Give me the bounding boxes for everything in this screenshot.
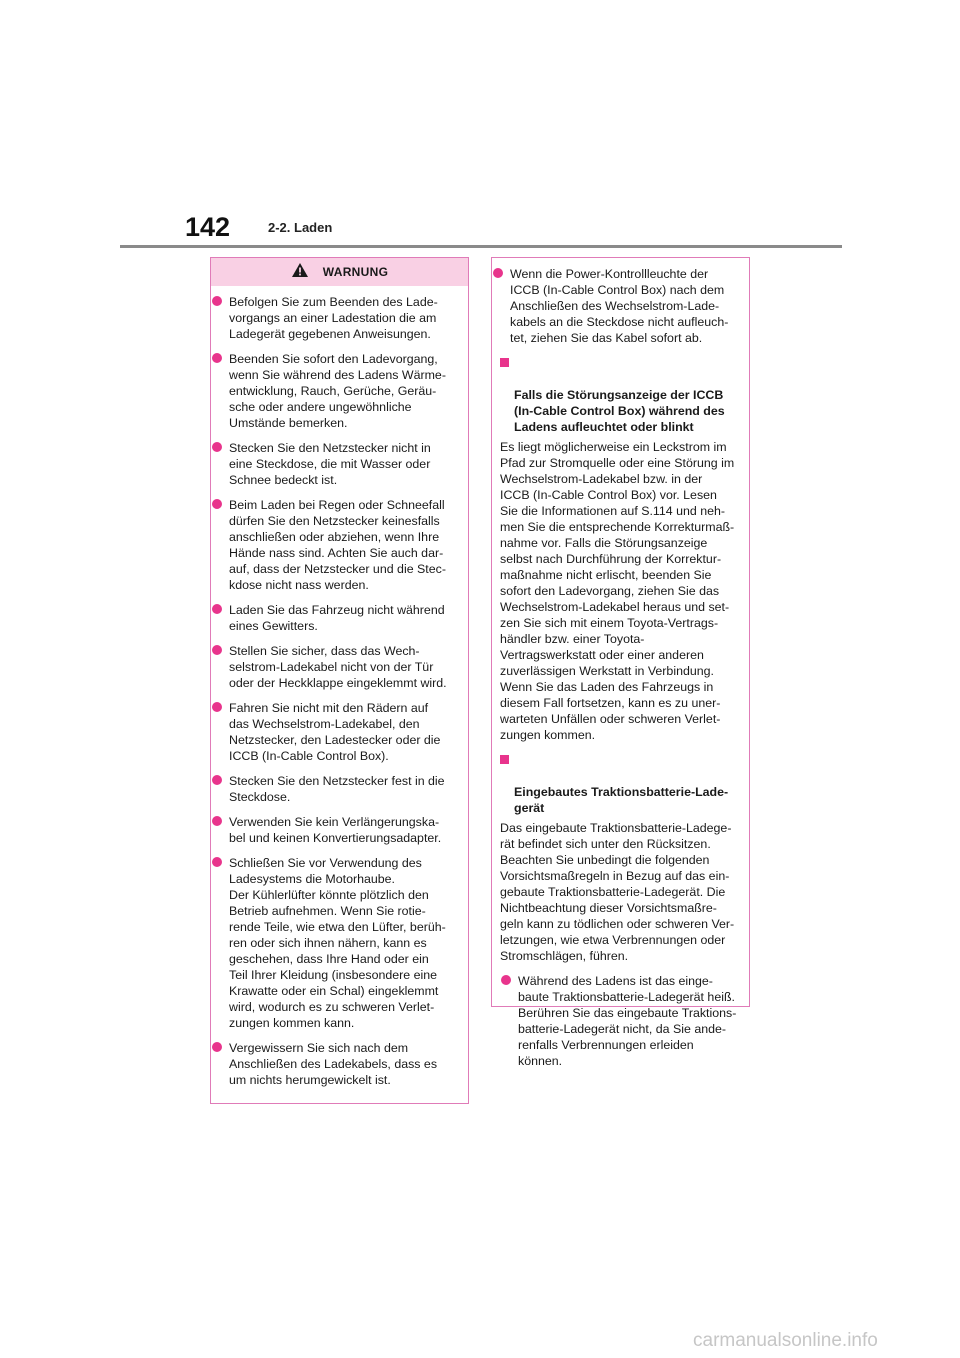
section-heading bbox=[500, 752, 737, 816]
warning-item-text: Fahren Sie nicht mit den Rädern auf das Wechselstrom-Ladekabel, den Netzstecker, den Ladestecker oder die ICCB (In-Cable Control Box). bbox=[229, 701, 441, 763]
bullet-text: Wenn die Power-Kontrollleuchte der ICCB (In-Cable Control Box) nach dem Anschließen des Wechselstrom-Lade- kabels an die Steckdose nicht aufleuch- tet, ziehen Sie das Kabel sofort ab. bbox=[510, 267, 729, 345]
warning-item bbox=[219, 700, 456, 764]
section-heading-text: Falls die Störungsanzeige der ICCB (In-Cable Control Box) während des Ladens aufleuchtet oder blinkt bbox=[514, 388, 725, 434]
warning-item bbox=[219, 643, 456, 691]
bullet-icon bbox=[212, 499, 222, 509]
bullet-icon bbox=[212, 1042, 222, 1052]
warning-triangle-icon bbox=[291, 262, 309, 282]
bullet-icon bbox=[212, 296, 222, 306]
warning-item-text: Verwenden Sie kein Verlängerungska- bel und keinen Konvertierungsadapter. bbox=[229, 815, 442, 845]
section-heading-text: Eingebautes Traktionsbatterie-Lade- gerät bbox=[514, 785, 729, 815]
warning-item bbox=[219, 855, 456, 1031]
bullet-icon bbox=[212, 645, 222, 655]
section-title: 2-2. Laden bbox=[268, 220, 333, 235]
warning-box bbox=[210, 257, 469, 1104]
watermark: carmanualsonline.info bbox=[693, 1330, 878, 1351]
bullet-text: Während des Ladens ist das einge- baute Traktionsbatterie-Ladegerät heiß. Berühren Sie das eingebaute Traktions- batterie-Ladegerät nicht, da Sie ande- renfalls Verbrennungen erleiden können. bbox=[518, 974, 737, 1068]
section-heading bbox=[500, 355, 737, 435]
list-item bbox=[508, 973, 737, 1069]
warning-item bbox=[219, 497, 456, 593]
info-box bbox=[491, 257, 750, 1068]
bullet-icon bbox=[212, 857, 222, 867]
header-rule bbox=[120, 245, 842, 248]
warning-item-text: Stecken Sie den Netzstecker fest in die Steckdose. bbox=[229, 774, 445, 804]
bullet-icon bbox=[212, 442, 222, 452]
bullet-icon bbox=[212, 604, 222, 614]
warning-item bbox=[219, 440, 456, 488]
warning-item bbox=[219, 294, 456, 342]
bullet-icon bbox=[501, 975, 511, 985]
warning-item bbox=[219, 773, 456, 805]
paragraph: Das eingebaute Traktionsbatterie-Ladege- rät befindet sich unter den Rücksitzen. Beachten Sie unbedingt die folgenden Vorsichtsmaßregeln in Bezug auf das ein- gebaute Traktionsbatterie-Ladegerät. Die Nichtbeachtung dieser Vorsichtsmaßre- geln kann zu tödlichen oder schweren Ver- letzungen, wie etwa Verbrennungen oder Stromschlägen, führen. bbox=[500, 821, 735, 963]
page-number: 142 bbox=[185, 212, 231, 242]
warning-item-text: Stecken Sie den Netzstecker nicht in eine Steckdose, die mit Wasser oder Schnee bedeckt ist. bbox=[229, 441, 431, 487]
bullet-icon bbox=[212, 775, 222, 785]
warning-item bbox=[219, 602, 456, 634]
warning-item-text: Schließen Sie vor Verwendung des Ladesystems die Motorhaube. Der Kühlerlüfter könnte plötzlich den Betrieb aufnehmen. Wenn Sie rotie- rende Teile, wie etwa den Lüfter, berüh- ren oder sich ihnen nähern, kann es geschehen, dass Ihre Hand oder ein Teil Ihrer Kleidung (insbesondere eine Krawatte oder ein Schal) eingeklemmt wird, wodurch es zu schweren Verlet- zungen kommen kann. bbox=[229, 856, 446, 1030]
bullet-icon bbox=[212, 816, 222, 826]
bullet-icon bbox=[212, 702, 222, 712]
warning-header bbox=[211, 258, 468, 286]
warning-item-text: Vergewissern Sie sich nach dem Anschließen des Ladekabels, dass es um nichts herumgewickelt ist. bbox=[229, 1041, 438, 1087]
bullet-icon bbox=[212, 353, 222, 363]
warning-item bbox=[219, 351, 456, 431]
warning-item-text: Stellen Sie sicher, dass das Wech- selstrom-Ladekabel nicht von der Tür oder der Heckklappe eingeklemmt wird. bbox=[229, 644, 447, 690]
paragraph: Es liegt möglicherweise ein Leckstrom im Pfad zur Stromquelle oder eine Störung im Wechselstrom-Ladekabel bzw. in der ICCB (In-Cable Control Box) vor. Lesen Sie die Informationen auf S.114 und neh- men Sie die entsprechende Korrekturmaß- nahme vor. Falls die Störungsanzeige selbst nach Durchführung der Korrektur- maßnahme nicht erlischt, beenden Sie sofort den Ladevorgang, ziehen Sie das Wechselstrom-Ladekabel heraus und set- zen Sie sich mit einem Toyota-Vertrags- händler bzw. einer Toyota- Vertragswerkstatt oder einer anderen zuverlässigen Werkstatt in Verbindung. Wenn Sie das Laden des Fahrzeugs in diesem Fall fortsetzen, kann es zu uner- warteten Unfällen oder schweren Verlet- zungen kommen. bbox=[500, 440, 735, 742]
warning-item bbox=[219, 1040, 456, 1088]
warning-item-text: Befolgen Sie zum Beenden des Lade- vorgangs an einer Ladestation die am Ladegerät gegebenen Anweisungen. bbox=[229, 295, 438, 341]
bullet-icon bbox=[493, 268, 503, 278]
square-bullet-icon bbox=[500, 358, 509, 367]
warning-item-text: Laden Sie das Fahrzeug nicht während eines Gewitters. bbox=[229, 603, 445, 633]
warning-title: WARNUNG bbox=[322, 265, 389, 279]
warning-item-text: Beenden Sie sofort den Ladevorgang, wenn Sie während des Ladens Wärme- entwicklung, Rauch, Gerüche, Geräu- sche oder andere ungewöhnliche Umstände bemerken. bbox=[229, 352, 446, 430]
list-item bbox=[500, 266, 737, 346]
warning-item bbox=[219, 814, 456, 846]
warning-item-text: Beim Laden bei Regen oder Schneefall dürfen Sie den Netzstecker keinesfalls anschließen oder abziehen, wenn Ihre Hände nass sind. Achten Sie auch dar- auf, dass der Netzstecker und die Stec- kdose nicht nass werden. bbox=[229, 498, 446, 592]
square-bullet-icon bbox=[500, 755, 509, 764]
warning-list bbox=[219, 294, 456, 1088]
